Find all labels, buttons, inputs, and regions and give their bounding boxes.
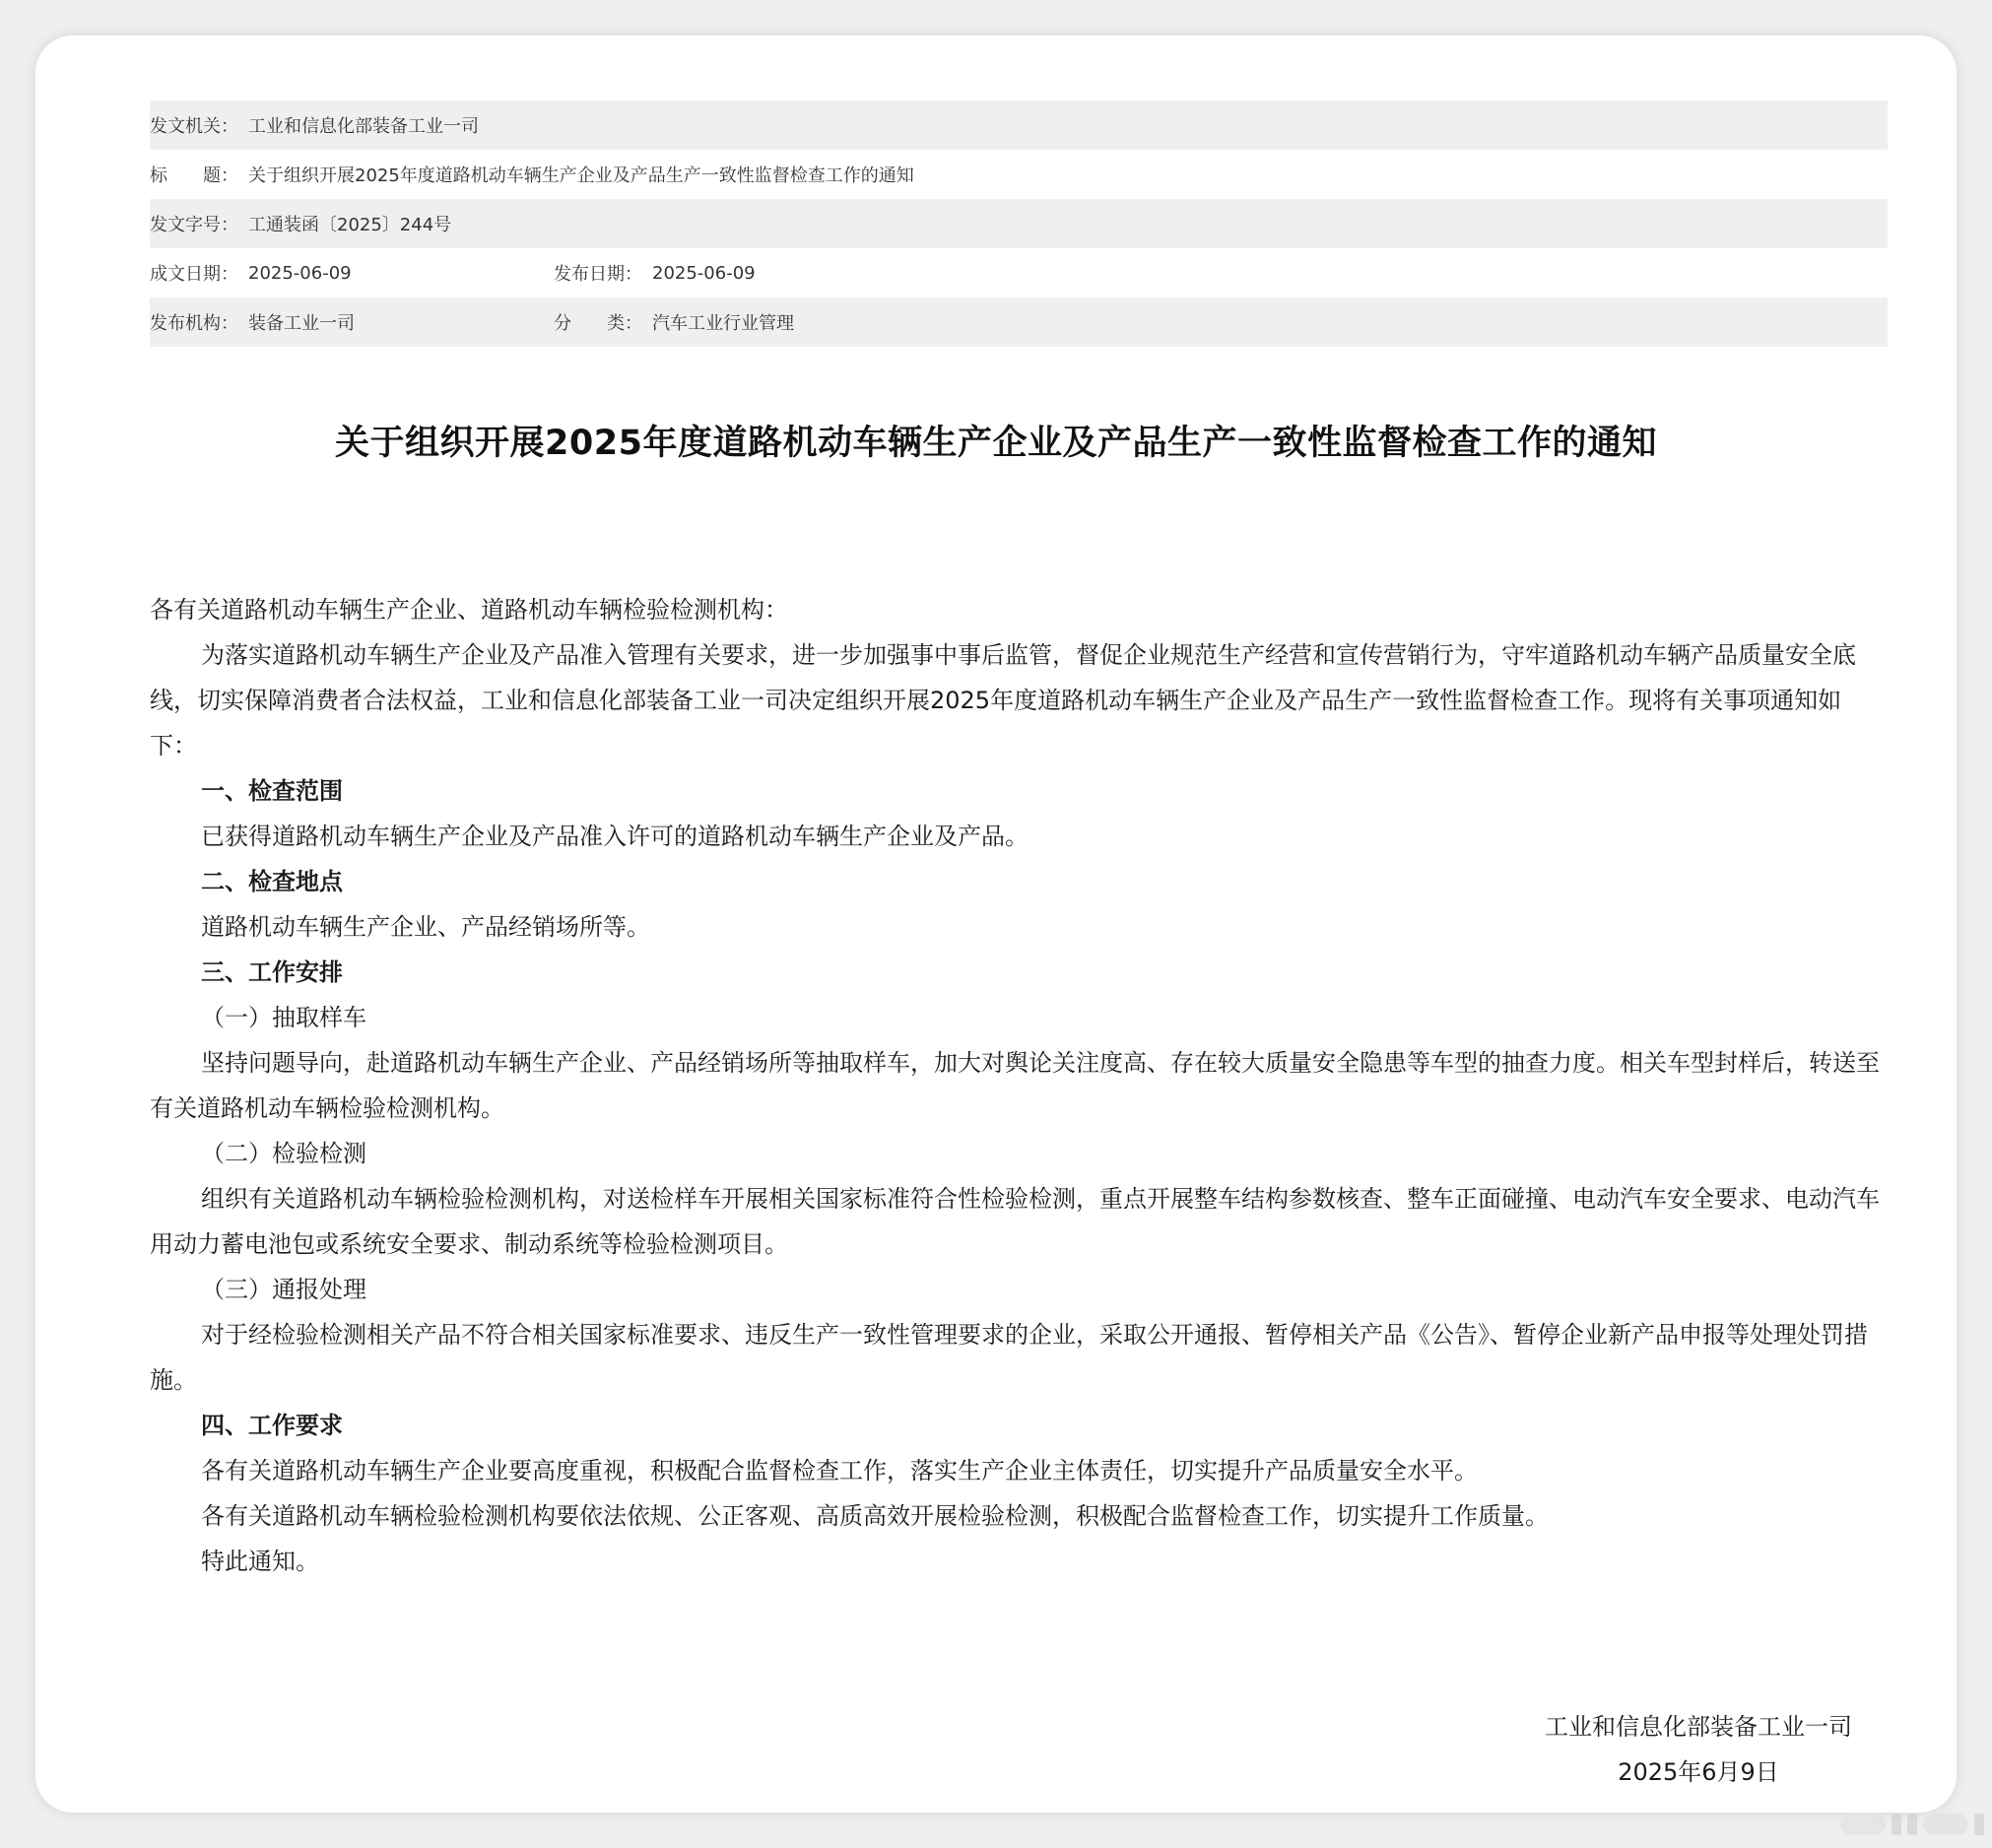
document-card: [35, 35, 1957, 1813]
watermark-mark: [1840, 1814, 1886, 1835]
meta-row-title: [150, 150, 1888, 199]
signature-block: [1545, 1704, 1852, 1795]
metadata-table: [150, 100, 1888, 347]
category-label: 分 类：: [554, 313, 642, 334]
section-2-heading: 二、检查地点: [201, 868, 343, 895]
created-value: 2025-06-09: [248, 262, 352, 284]
issuer-value: 工业和信息化部装备工业一司: [248, 116, 479, 137]
signature-org: 工业和信息化部装备工业一司: [1545, 1713, 1852, 1741]
section-4-text-2: 各有关道路机动车辆检验检测机构要依法依规、公正客观、高质高效开展检验检测，积极配合监督检查工作，切实提升工作质量。: [201, 1502, 1549, 1530]
watermark-mark: [1907, 1814, 1917, 1835]
section-3-3-heading: （三）通报处理: [201, 1276, 366, 1303]
section-3-2-text: 组织有关道路机动车辆检验检测机构，对送检样车开展相关国家标准符合性检验检测，重点开展整车结构参数核查、整车正面碰撞、电动汽车安全要求、电动汽车用动力蓄电池包或系统安全要求、制动系统等检验检测项目。: [150, 1185, 1880, 1258]
section-3-2-heading: （二）检验检测: [201, 1140, 366, 1167]
docno-label: 发文字号：: [150, 215, 238, 235]
watermark-mark: [1923, 1814, 1968, 1835]
salutation: 各有关道路机动车辆生产企业、道路机动车辆检验检测机构：: [150, 596, 788, 624]
watermark: [1840, 1811, 1984, 1838]
section-4-heading: 四、工作要求: [201, 1412, 343, 1439]
created-label: 成文日期：: [150, 264, 238, 285]
title-value: 关于组织开展2025年度道路机动车辆生产企业及产品生产一致性监督检查工作的通知: [248, 165, 914, 186]
meta-row-org: [150, 297, 1888, 347]
closing: 特此通知。: [201, 1548, 319, 1575]
meta-row-docno: [150, 199, 1888, 248]
title-label: 标 题：: [150, 165, 238, 186]
org-label: 发布机构：: [150, 313, 238, 334]
section-1-heading: 一、检查范围: [201, 777, 343, 805]
section-1-text: 已获得道路机动车辆生产企业及产品准入许可的道路机动车辆生产企业及产品。: [201, 823, 1029, 850]
org-value: 装备工业一司: [248, 313, 355, 334]
category-value: 汽车工业行业管理: [652, 313, 794, 334]
meta-row-dates: [150, 248, 1888, 297]
section-3-1-text: 坚持问题导向，赴道路机动车辆生产企业、产品经销场所等抽取样车，加大对舆论关注度高、存在较大质量安全隐患等车型的抽查力度。相关车型封样后，转送至有关道路机动车辆检验检测机构。: [150, 1049, 1880, 1122]
signature-date: 2025年6月9日: [1618, 1758, 1779, 1786]
intro-paragraph: 为落实道路机动车辆生产企业及产品准入管理有关要求，进一步加强事中事后监管，督促企业规范生产经营和宣传营销行为，守牢道路机动车辆产品质量安全底线，切实保障消费者合法权益，工业和信息化部装备工业一司决定组织开展2025年度道路机动车辆生产企业及产品生产一致性监督检查工作。现将有关事项通知如下：: [150, 641, 1856, 759]
watermark-mark: [1892, 1814, 1901, 1835]
issuer-label: 发文机关：: [150, 116, 238, 137]
document-title: 关于组织开展2025年度道路机动车辆生产企业及产品生产一致性监督检查工作的通知: [335, 424, 1657, 463]
section-3-1-heading: （一）抽取样车: [201, 1004, 366, 1031]
meta-row-issuer: [150, 100, 1888, 150]
section-3-3-text: 对于经检验检测相关产品不符合相关国家标准要求、违反生产一致性管理要求的企业，采取公开通报、暂停相关产品《公告》、暂停企业新产品申报等处理处罚措施。: [150, 1321, 1868, 1394]
document-body: [150, 587, 1888, 1584]
section-4-text-1: 各有关道路机动车辆生产企业要高度重视，积极配合监督检查工作，落实生产企业主体责任，切实提升产品质量安全水平。: [201, 1457, 1478, 1485]
section-3-heading: 三、工作安排: [201, 958, 343, 986]
published-value: 2025-06-09: [652, 262, 756, 284]
docno-value: 工通装函〔2025〕244号: [248, 215, 452, 235]
section-2-text: 道路机动车辆生产企业、产品经销场所等。: [201, 913, 650, 941]
watermark-mark: [1974, 1814, 1984, 1835]
published-label: 发布日期：: [554, 264, 642, 285]
